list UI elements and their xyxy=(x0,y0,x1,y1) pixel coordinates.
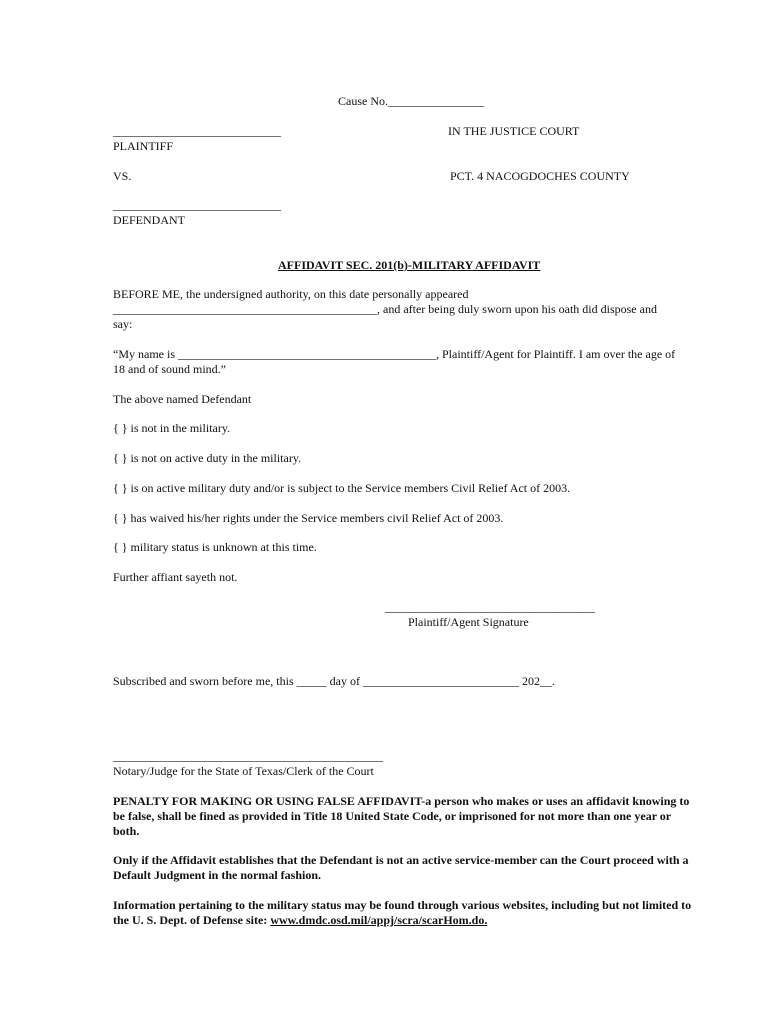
intro-line-2: ____________________________________________, and after being duly sworn upon his oath did dispose and xyxy=(113,302,657,316)
option-active-duty: { } is on active military duty and/or is subject to the Service members Civil Relief Act of 2003. xyxy=(113,481,571,495)
information-prefix: the U. S. Dept. of Defense site: xyxy=(113,913,271,927)
penalty-line-3: both. xyxy=(113,824,140,838)
option-not-active-duty: { } is not on active duty in the military. xyxy=(113,451,302,465)
notary-label: Notary/Judge for the State of Texas/Clerk of the Court xyxy=(113,764,374,778)
intro-line-1: BEFORE ME, the undersigned authority, on this date personally appeared xyxy=(113,287,469,301)
document-title: AFFIDAVIT SEC. 201(b)-MILITARY AFFIDAVIT xyxy=(278,258,541,272)
only-if-line-2: Default Judgment in the normal fashion. xyxy=(113,868,322,882)
intro-line-3: say: xyxy=(113,317,133,331)
versus-label: VS. xyxy=(113,169,132,183)
defendant-blank: ____________________________ xyxy=(113,198,281,212)
further-affiant: Further affiant sayeth not. xyxy=(113,570,238,584)
option-not-military: { } is not in the military. xyxy=(113,421,231,435)
defendant-label: DEFENDANT xyxy=(113,213,185,227)
information-line-1: Information pertaining to the military status may be found through various websites, including but not limited to xyxy=(113,898,692,912)
penalty-line-2: be false, shall be fined as provided in Title 18 United State Code, or imprisoned for not more than one year or xyxy=(113,809,672,823)
signature-label: Plaintiff/Agent Signature xyxy=(408,615,529,629)
information-line-2 xyxy=(113,913,487,927)
county-name: PCT. 4 NACOGDOCHES COUNTY xyxy=(450,169,630,183)
notary-line: _____________________________________________ xyxy=(113,749,383,763)
subscribed-line: Subscribed and sworn before me, this _____ day of __________________________ 202__. xyxy=(113,674,555,688)
penalty-line-1: PENALTY FOR MAKING OR USING FALSE AFFIDAVIT-a person who makes or uses an affidavit knowing to xyxy=(113,794,690,808)
signature-line: ___________________________________ xyxy=(385,600,595,614)
defendant-heading: The above named Defendant xyxy=(113,392,252,406)
plaintiff-blank: ____________________________ xyxy=(113,124,281,138)
dod-website-link[interactable]: www.dmdc.osd.mil/appj/scra/scarHom.do. xyxy=(270,913,488,927)
court-name: IN THE JUSTICE COURT xyxy=(448,124,580,138)
statement-line-2: 18 and of sound mind.” xyxy=(113,362,226,376)
option-status-unknown: { } military status is unknown at this time. xyxy=(113,540,317,554)
only-if-line-1: Only if the Affidavit establishes that the Defendant is not an active service-member can the Court proceed with a xyxy=(113,853,689,867)
cause-number: Cause No.________________ xyxy=(338,94,484,108)
plaintiff-label: PLAINTIFF xyxy=(113,139,174,153)
statement-line-1: “My name is ___________________________________________, Plaintiff/Agent for Plaintiff. I am over the age of xyxy=(113,347,676,361)
option-waived-rights: { } has waived his/her rights under the Service members civil Relief Act of 2003. xyxy=(113,511,504,525)
